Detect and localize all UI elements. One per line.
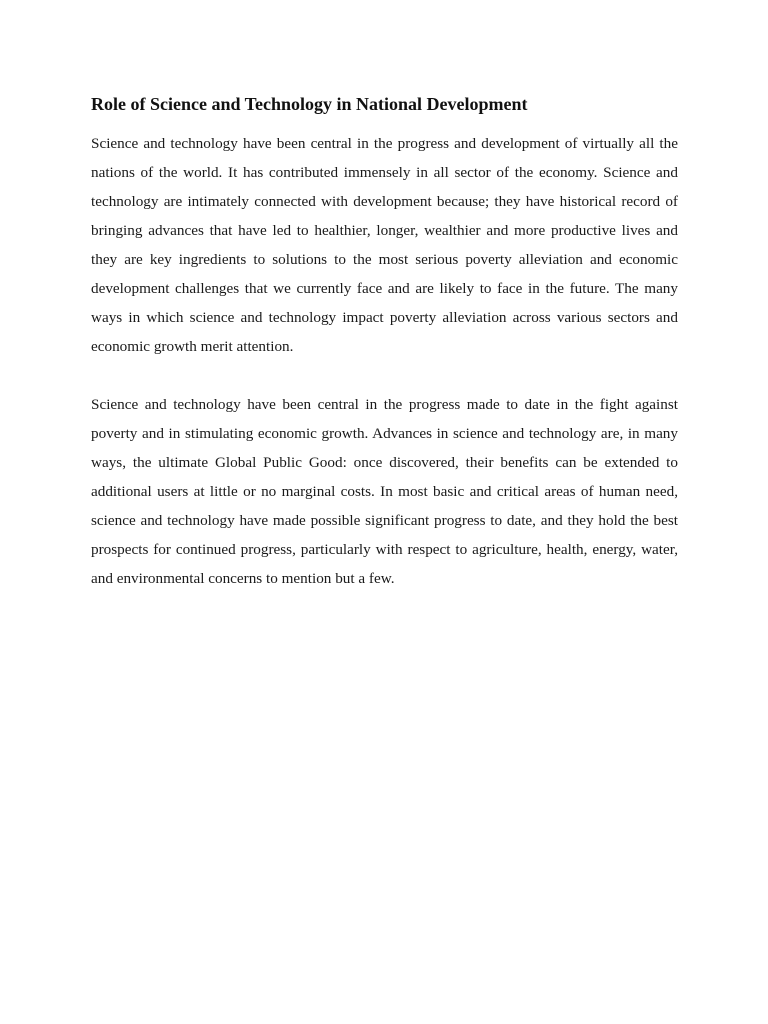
document-title: Role of Science and Technology in National Development [91,94,528,114]
paragraph-2: Science and technology have been central in the progress made to date in the fight against poverty and in stimulating economic growth. Advances in science and technology are, in many ways, the ultimate Global Public Good: once discovered, their benefits can be extended to additional users at little or no marginal costs. In most basic and critical areas of human need, science and technology have made possible significant progress to date, and they hold the best prospects for continued progress, particularly with respect to agriculture, health, energy, water, and environmental concerns to mention but a few. [91,396,678,587]
paragraph-1: Science and technology have been central in the progress and development of virtually all the nations of the world. It has contributed immensely in all sector of the economy. Science and technology are intimately connected with development because; they have historical record of bringing advances that have led to healthier, longer, wealthier and more productive lives and they are key ingredients to solutions to the most serious poverty alleviation and economic development challenges that we currently face and are likely to face in the future. The many ways in which science and technology impact poverty alleviation across various sectors and economic growth merit attention. [91,135,678,355]
document-body [91,92,678,593]
